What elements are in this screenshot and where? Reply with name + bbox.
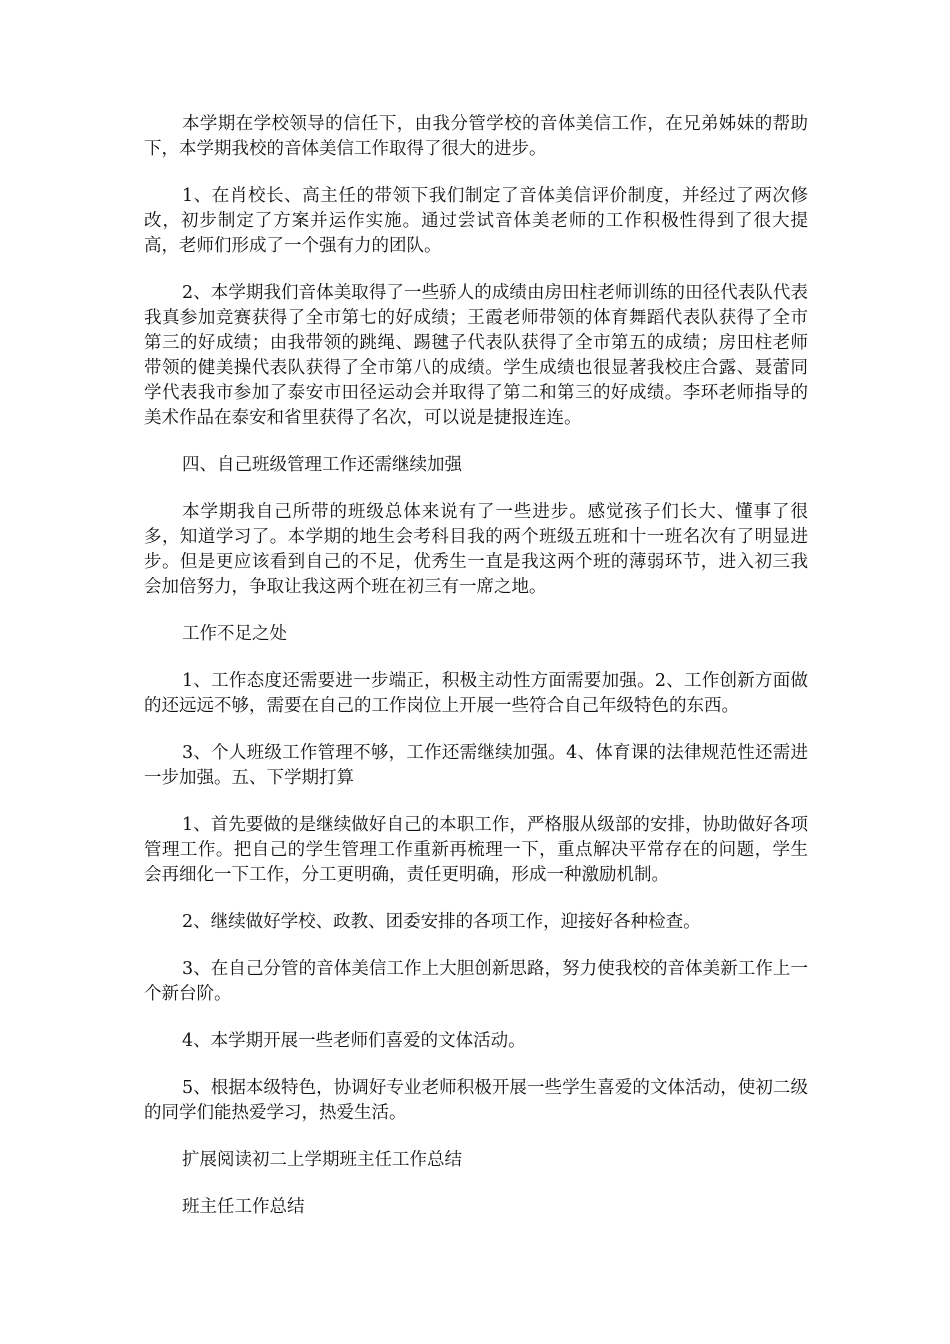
plan-item-5: 5、根据本级特色，协调好专业老师积极开展一些学生喜爱的文体活动，使初二级的同学们能热爱学习，热爱生活。 xyxy=(144,1078,808,1123)
item-2-achievements: 2、本学期我们音体美取得了一些骄人的成绩由房田柱老师训练的田径代表队代表我真参加竞赛获得了全市第七的好成绩；王霞老师带领的体育舞蹈代表队获得了全市第三的好成绩；由我带领的跳绳、踢毽子代表队获得了全市第五的成绩；房田柱老师带领的健美操代表队获得了全市第八的成绩。学生成绩也很显著我校庄合露、聂蕾同学代表我市参加了泰安市田径运动会并取得了第二和第三的好成绩。李环老师指导的美术作品在泰安和省里获得了名次，可以说是捷报连连。 xyxy=(144,283,808,428)
shortcomings-1-2: 1、工作态度还需要进一步端正，积极主动性方面需要加强。2、工作创新方面做的还远远不够，需要在自己的工作岗位上开展一些符合自己年级特色的东西。 xyxy=(144,671,808,716)
plan-item-2: 2、继续做好学校、政教、团委安排的各项工作，迎接好各种检查。 xyxy=(182,912,701,932)
plan-item-3: 3、在自己分管的音体美信工作上大胆创新思路，努力使我校的音体美新工作上一个新台阶。 xyxy=(144,959,808,1004)
intro-paragraph: 本学期在学校领导的信任下，由我分管学校的音体美信工作，在兄弟姊妹的帮助下，本学期我校的音体美信工作取得了很大的进步。 xyxy=(144,114,808,159)
document-page xyxy=(144,112,808,1242)
section-heading-shortcomings: 工作不足之处 xyxy=(182,624,287,644)
summary-title: 班主任工作总结 xyxy=(182,1197,305,1217)
extended-reading-heading: 扩展阅读初二上学期班主任工作总结 xyxy=(182,1150,462,1170)
section-heading-class-management: 四、自己班级管理工作还需继续加强 xyxy=(182,455,462,475)
plan-item-1: 1、首先要做的是继续做好自己的本职工作，严格服从级部的安排，协助做好各项管理工作。把自己的学生管理工作重新再梳理一下，重点解决平常存在的问题，学生会再细化一下工作，分工更明确，责任更明确，形成一种激励机制。 xyxy=(144,815,808,885)
item-1-evaluation-system: 1、在肖校长、高主任的带领下我们制定了音体美信评价制度，并经过了两次修改，初步制定了方案并运作实施。通过尝试音体美老师的工作积极性得到了很大提高，老师们形成了一个强有力的团队。 xyxy=(144,186,808,256)
plan-item-4: 4、本学期开展一些老师们喜爱的文体活动。 xyxy=(182,1031,526,1051)
shortcomings-3-4-and-plan-heading: 3、个人班级工作管理不够，工作还需继续加强。4、体育课的法律规范性还需进一步加强。五、下学期打算 xyxy=(144,743,808,788)
class-progress-paragraph: 本学期我自己所带的班级总体来说有了一些进步。感觉孩子们长大、懂事了很多，知道学习了。本学期的地生会考科目我的两个班级五班和十一班名次有了明显进步。但是更应该看到自己的不足，优秀生一直是我这两个班的薄弱环节，进入初三我会加倍努力，争取让我这两个班在初三有一席之地。 xyxy=(144,502,808,597)
